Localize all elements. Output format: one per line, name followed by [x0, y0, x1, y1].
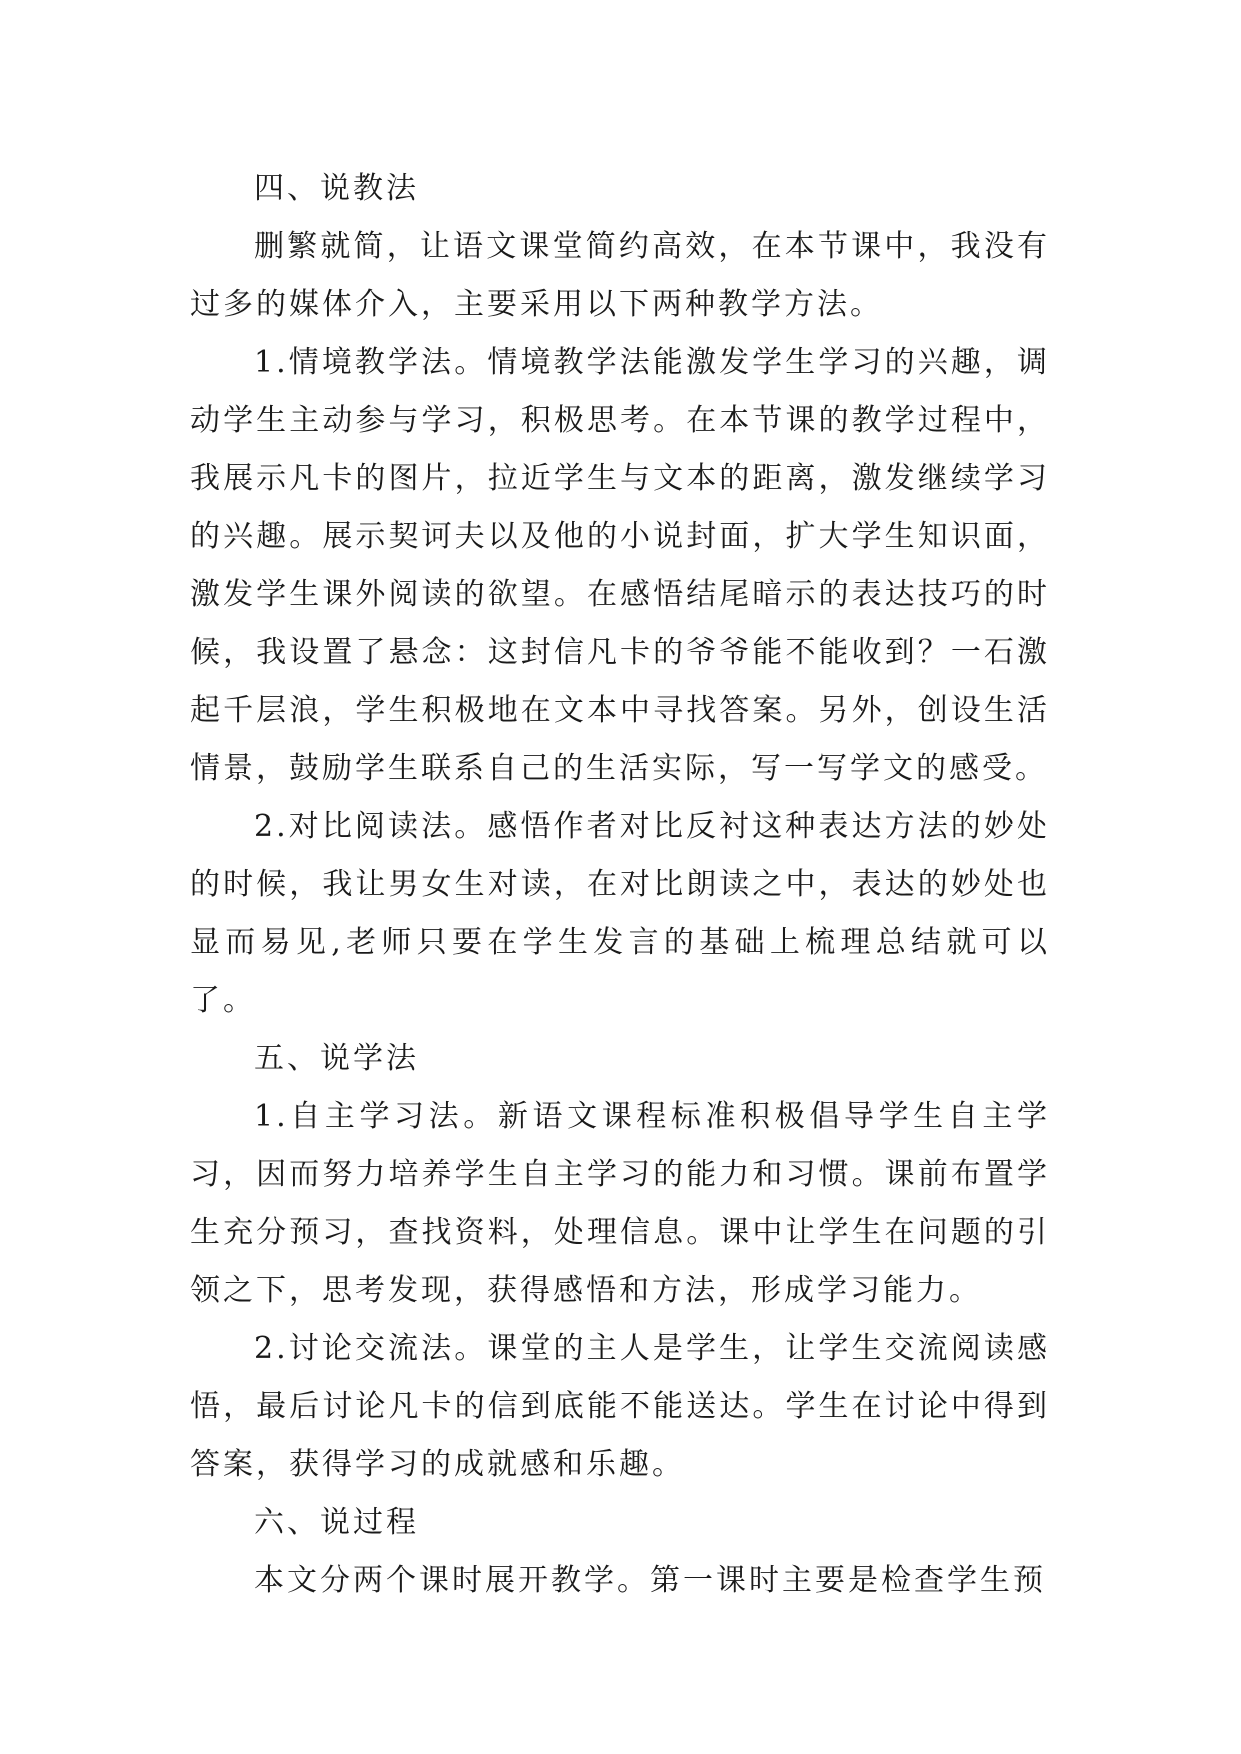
paragraph-situational-method: 1.情境教学法。情境教学法能激发学生学习的兴趣，调动学生主动参与学习，积极思考。在本节课的教学过程中，我展示凡卡的图片，拉近学生与文本的距离，激发继续学习的兴趣。展示契诃夫以及他的小说封面，扩大学生知识面，激发学生课外阅读的欲望。在感悟结尾暗示的表达技巧的时候，我设置了悬念：这封信凡卡的爷爷能不能收到？一石激起千层浪，学生积极地在文本中寻找答案。另外，创设生活情景，鼓励学生联系自己的生活实际，写一写学文的感受。 — [190, 345, 1050, 786]
paragraph-comparative-reading: 2.对比阅读法。感悟作者对比反衬这种表达方法的妙处的时候，我让男女生对读，在对比朗读之中，表达的妙处也显而易见,老师只要在学生发言的基础上梳理总结就可以了。 — [190, 809, 1050, 1018]
heading-teaching-methods: 四、说教法 — [254, 171, 419, 206]
paragraph-process-intro: 本文分两个课时展开教学。第一课时主要是检查学生预 — [254, 1563, 1046, 1598]
document-body — [190, 160, 1050, 1610]
paragraph-self-study-method: 1.自主学习法。新语文课程标准积极倡导学生自主学习，因而努力培养学生自主学习的能力和习惯。课前布置学生充分预习，查找资料，处理信息。课中让学生在问题的引领之下，思考发现，获得感悟和方法，形成学习能力。 — [190, 1099, 1050, 1308]
paragraph-teaching-methods-intro: 删繁就简，让语文课堂简约高效，在本节课中，我没有过多的媒体介入，主要采用以下两种教学方法。 — [190, 229, 1050, 322]
paragraph-discussion-method: 2.讨论交流法。课堂的主人是学生，让学生交流阅读感悟，最后讨论凡卡的信到底能不能送达。学生在讨论中得到答案，获得学习的成就感和乐趣。 — [190, 1331, 1050, 1482]
heading-process: 六、说过程 — [254, 1505, 419, 1540]
heading-learning-methods: 五、说学法 — [254, 1041, 419, 1076]
